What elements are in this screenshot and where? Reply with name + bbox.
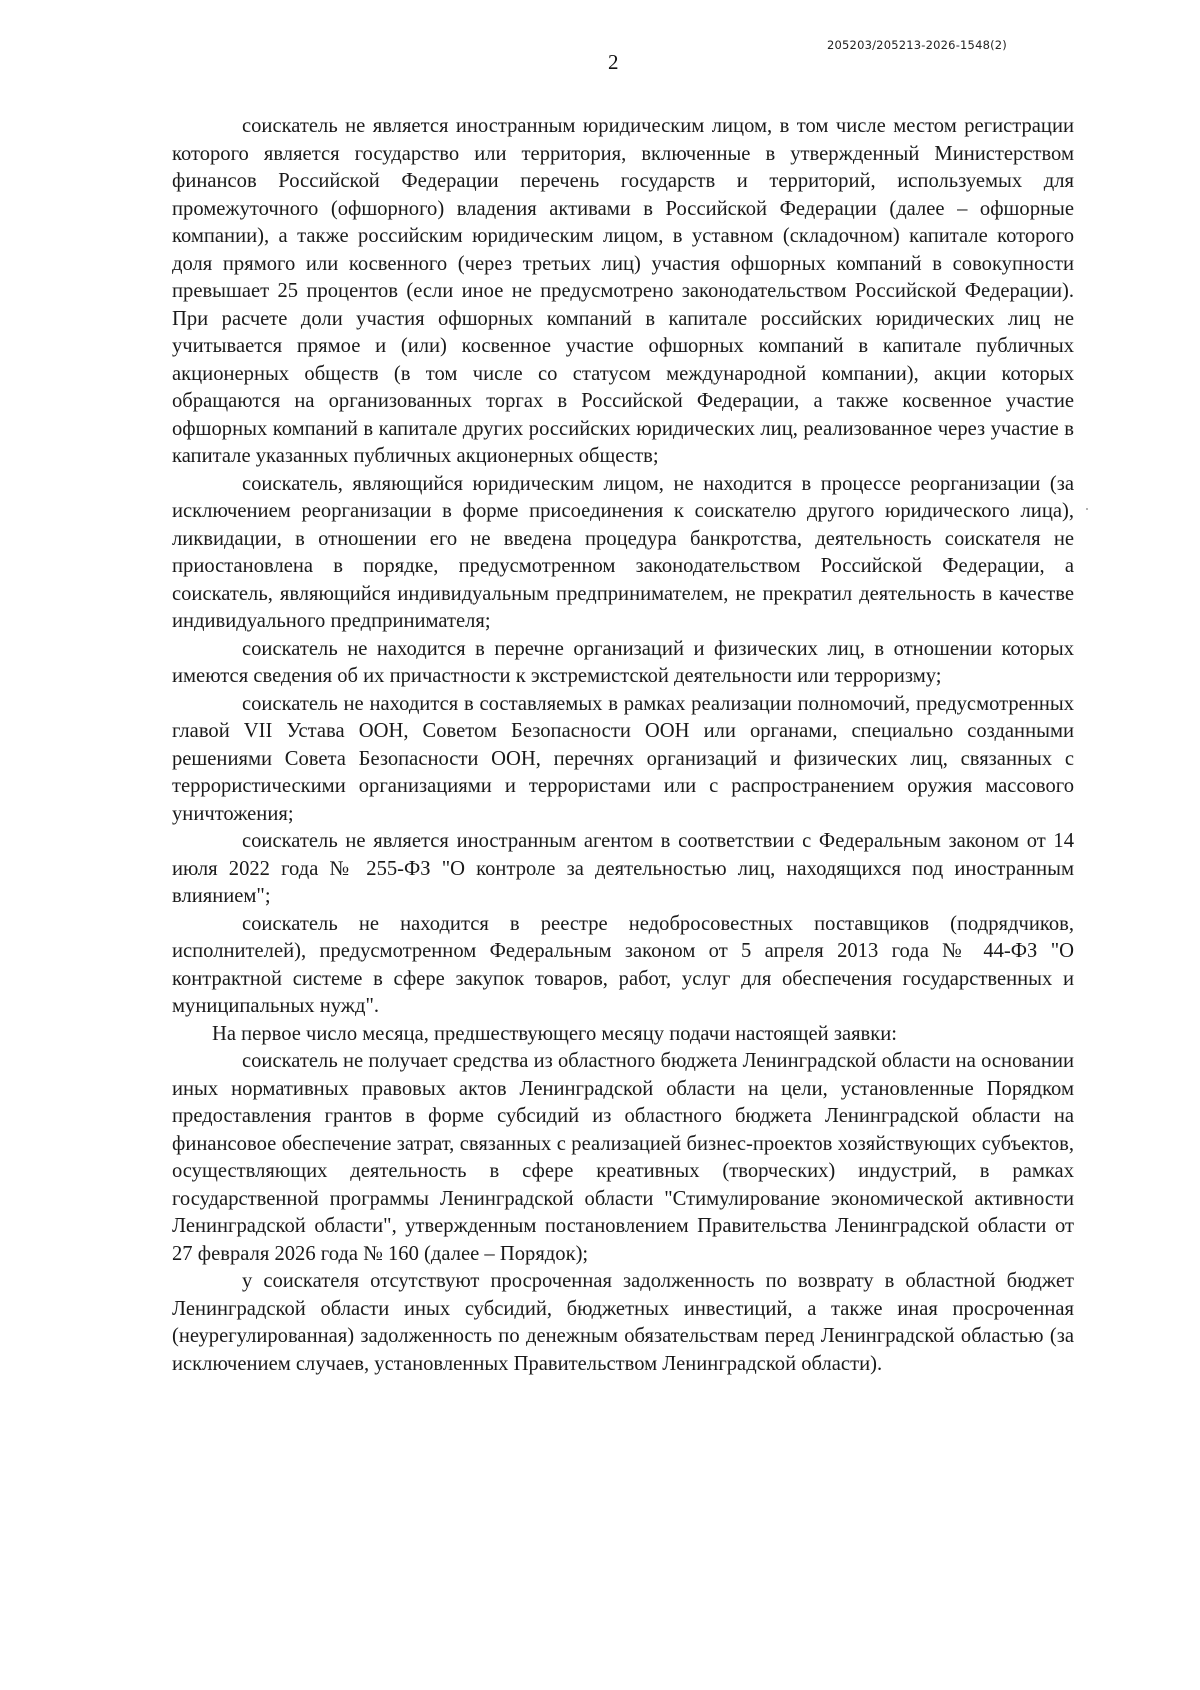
document-body xyxy=(172,113,1074,1378)
paragraph-extremism-list: соискатель не находится в перечне организаций и физических лиц, в отношении которых имеются сведения об их причастности к экстремистской деятельности или терроризму; xyxy=(172,637,1074,687)
paragraph-first-day-of-month: На первое число месяца, предшествующего месяцу подачи настоящей заявки: xyxy=(212,1022,898,1045)
paragraph-offshore: соискатель не является иностранным юридическим лицом, в том числе местом регистрации которого является государство или территория, включенные в утвержденный Министерством финансов Российской Федерации перечень государств и территорий, используемых для промежуточного (офшорного) владения активами в Российской Федерации (далее – офшорные компании), а также российским юридическим лицом, в уставном (складочном) капитале которого доля прямого или косвенного (через третьих лиц) участия офшорных компаний в совокупности превышает 25 процентов (если иное не предусмотрено законодательством Российской Федерации). При расчете доли участия офшорных компаний в капитале российских юридических лиц не учитывается прямое и (или) косвенное участие офшорных компаний в капитале публичных акционерных обществ (в том числе со статусом международной компании), акции которых обращаются на организованных торгах в Российской Федерации, а также косвенное участие офшорных компаний в капитале других российских юридических лиц, реализованное через участие в капитале указанных публичных акционерных обществ; xyxy=(172,115,1074,467)
paragraph-unreliable-suppliers: соискатель не находится в реестре недобросовестных поставщиков (подрядчиков, исполнителей), предусмотренном Федеральным законом от 5 апреля 2013 года № 44-ФЗ "О контрактной системе в сфере закупок товаров, работ, услуг для обеспечения государственных и муниципальных нужд". xyxy=(172,912,1074,1017)
paragraph-un-lists: соискатель не находится в составляемых в рамках реализации полномочий, предусмотренных главой VII Устава ООН, Советом Безопасности ООН или органами, специально созданными решениями Совета Безопасности ООН, перечнях организаций и физических лиц, связанных с террористическими организациями и террористами или с распространением оружия массового уничтожения; xyxy=(172,692,1074,825)
paragraph-regional-budget-funds: соискатель не получает средства из областного бюджета Ленинградской области на основании иных нормативных правовых актов Ленинградской области на цели, установленные Порядком предоставления грантов в форме субсидий из областного бюджета Ленинградской области на финансовое обеспечение затрат, связанных с реализацией бизнес-проектов хозяйствующих субъектов, осуществляющих деятельность в сфере креативных (творческих) индустрий, в рамках государственной программы Ленинградской области "Стимулирование экономической активности Ленинградской области", утвержденным постановлением Правительства Ленинградской области от 27 февраля 2026 года № 160 (далее – Порядок); xyxy=(172,1050,1074,1265)
paragraph-overdue-debt: у соискателя отсутствуют просроченная задолженность по возврату в областной бюджет Ленинградской области иных субсидий, бюджетных инвестиций, а также иная просроченная (неурегулированная) задолженность по денежным обязательствам перед Ленинградской областью (за исключением случаев, установленных Правительством Ленинградской области). xyxy=(172,1270,1074,1375)
document-id: 205203/205213-2026-1548(2) xyxy=(827,38,1007,52)
paragraph-reorganization: соискатель, являющийся юридическим лицом, не находится в процессе реорганизации (за исключением реорганизации в форме присоединения к соискателю другого юридического лица), ликвидации, в отношении его не введена процедура банкротства, деятельность соискателя не приостановлена в порядке, предусмотренном законодательством Российской Федерации, а соискатель, являющийся индивидуальным предпринимателем, не прекратил деятельность в качестве индивидуального предпринимателя; xyxy=(172,472,1074,632)
page-number: 2 xyxy=(608,50,619,74)
scan-speck xyxy=(1086,508,1088,510)
paragraph-foreign-agent: соискатель не является иностранным агентом в соответствии с Федеральным законом от 14 июля 2022 года № 255-ФЗ "О контроле за деятельностью лиц, находящихся под иностранным влиянием"; xyxy=(172,830,1074,907)
